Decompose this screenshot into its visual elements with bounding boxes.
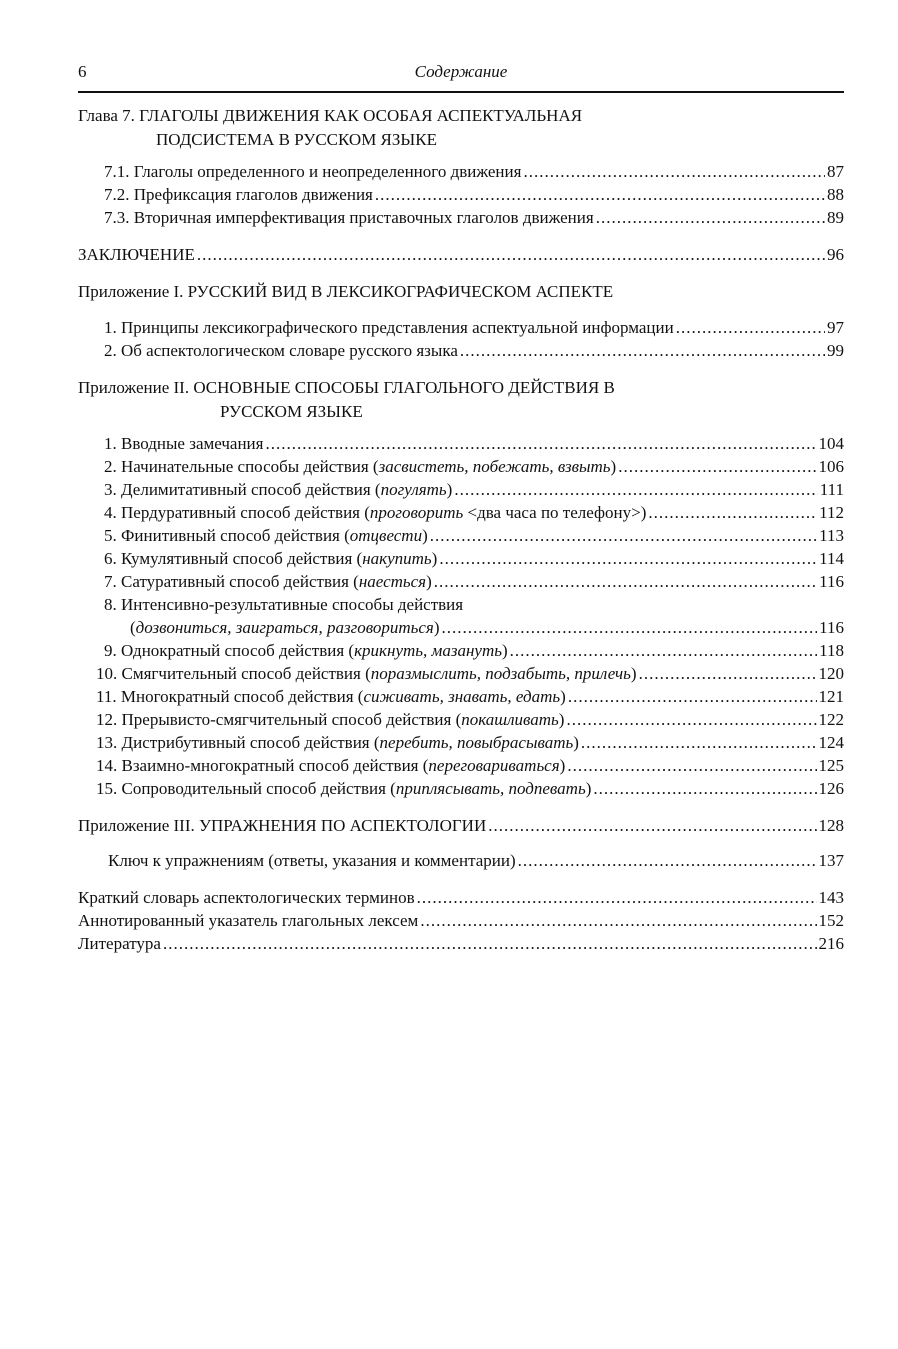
toc-entry-label: Смягчительный способ действия (поразмыслить, подзабыть, прилечь) [121,664,637,683]
toc-entry-number: 2. [104,457,117,476]
toc-entry-label: ЗАКЛЮЧЕНИЕ [78,245,195,264]
toc-entry-examples: наесться [358,572,427,591]
toc-entry-page: 128 [818,816,844,835]
dot-leader [442,616,818,639]
toc-entry-label: Ключ к упражнениям (ответы, указания и комментарии) [108,851,516,870]
toc-entry[interactable] [78,708,844,731]
toc-entry-number: 13. [96,733,118,752]
toc-entry-page: 99 [827,341,844,360]
toc-entry-page: 112 [819,503,844,522]
toc-entry[interactable] [78,754,844,777]
appendix-1-section [78,280,844,362]
toc-entry-label: Однократный способ действия (крикнуть, мазануть) [121,641,508,660]
toc-entry-examples: проговорить [369,503,464,522]
toc-entry-number: 7. [104,572,117,591]
toc-entry-number: 9. [104,641,117,660]
toc-entry-label: Об аспектологическом словаре русского языка [121,341,458,360]
toc-entry-label: Аннотированный указатель глагольных лексем [78,911,419,930]
toc-entry[interactable] [78,685,844,708]
toc-entry-number: 3. [104,480,117,499]
dot-leader [375,183,825,206]
toc-entry-number: 7.2. [104,185,130,204]
toc-entry-page: 143 [818,888,844,907]
toc-entry-page: 87 [827,162,844,181]
toc-entry[interactable] [78,570,844,593]
toc-entry-glossary[interactable] [78,886,844,909]
toc-entry-page: 121 [818,687,844,706]
dot-leader [593,777,816,800]
dot-leader [639,662,817,685]
chapter-7-section [78,104,844,229]
dot-leader [566,708,816,731]
running-head: Содержание [414,62,508,81]
toc-entry-page: 97 [827,318,844,337]
toc-entry-number: 15. [96,779,118,798]
toc-entry[interactable] [78,183,844,206]
header-rule [78,91,844,93]
toc-entry[interactable] [78,777,844,800]
dot-leader [510,639,817,662]
toc-entry-answer-key[interactable] [78,849,844,872]
toc-entry[interactable] [78,206,844,229]
toc-entry-number: 1. [104,318,117,337]
toc-entry-page: 111 [819,480,844,499]
toc-entry-number: 14. [96,756,118,775]
dot-leader [518,849,817,872]
toc-entry-examples: засвистеть, побежать, взвыть [378,457,611,476]
appendix-2-section [78,376,844,800]
toc-entry-number: 12. [96,710,118,729]
toc-entry-label: Кумулятивный способ действия (накупить) [121,549,438,568]
toc-entry-page: 106 [818,457,844,476]
page-header [78,62,844,88]
toc-entry-label: Сопроводительный способ действия (приплясывать, подпевать) [121,779,592,798]
toc-entry-number: 2. [104,341,117,360]
toc-entry[interactable] [78,160,844,183]
toc-entry-page: 124 [818,733,844,752]
toc-entry[interactable] [78,455,844,478]
toc-entry-label: Начинательные способы действия (засвистеть, побежать, взвыть) [121,457,617,476]
dot-leader [430,524,817,547]
toc-entry-label: (дозвониться, заиграться, разговориться) [130,618,440,637]
toc-entry[interactable] [78,639,844,662]
toc-entry[interactable] [78,478,844,501]
toc-entry-examples: погулять [380,480,447,499]
toc-entry-label: Финитивный способ действия (отцвести) [121,526,428,545]
toc-entry-label: Глаголы определенного и неопределенного движения [133,162,522,181]
toc-entry-page: 88 [827,185,844,204]
toc-entry-page: 114 [819,549,844,568]
toc-entry-examples: сиживать, знавать, едать [363,687,561,706]
toc-entry-page: 122 [818,710,844,729]
dot-leader [567,754,816,777]
toc-entry-number: 11. [96,687,117,706]
appendix-2-heading [78,376,844,424]
table-of-contents [78,104,844,955]
dot-leader [568,685,817,708]
dot-leader [676,316,825,339]
dot-leader [434,570,817,593]
toc-entry-label: Делимитативный способ действия (погулять) [121,480,453,499]
toc-entry-examples: дозвониться, заиграться, разговориться [135,618,434,637]
toc-entry[interactable] [78,547,844,570]
toc-entry-examples: перебить, повыбрасывать [379,733,574,752]
toc-entry-page: 118 [819,641,844,660]
dot-leader [163,932,817,955]
dot-leader [454,478,817,501]
toc-entry-page: 116 [819,572,844,591]
toc-entry[interactable] [78,501,844,524]
appendix-1-heading: Приложение I. РУССКИЙ ВИД В ЛЕКСИКОГРАФИЧЕСКОМ АСПЕКТЕ [78,282,614,301]
toc-entry-label: Приложение III. УПРАЖНЕНИЯ ПО АСПЕКТОЛОГИИ [78,816,487,835]
toc-entry-appendix-3[interactable] [78,814,844,837]
toc-entry-label: Многократный способ действия (сиживать, знавать, едать) [120,687,566,706]
dot-leader [420,909,816,932]
toc-entry-number: 8. [104,595,117,614]
toc-entry-examples: приплясывать, подпевать [395,779,586,798]
chapter-7-heading [78,104,844,152]
dot-leader [265,432,816,455]
chapter-7-heading-line2: ПОДСИСТЕМА В РУССКОМ ЯЗЫКЕ [156,130,437,149]
dot-leader [596,206,825,229]
toc-entry-page: 216 [818,934,844,953]
dot-leader [439,547,817,570]
toc-entry-label: Литература [78,934,161,953]
toc-entry-examples: накупить [362,549,432,568]
toc-entry-conclusion[interactable] [78,243,844,266]
toc-entry-examples: поразмыслить, подзабыть, прилечь [370,664,631,683]
toc-entry-page: 113 [819,526,844,545]
toc-entry-examples: переговариваться [428,756,560,775]
dot-leader [417,886,817,909]
toc-entry-number: 4. [104,503,117,522]
toc-entry[interactable] [78,339,844,362]
toc-entry-label: Вводные замечания [121,434,264,453]
toc-entry-number: 1. [104,434,117,453]
page-number: 6 [78,62,87,81]
toc-entry-label: Префиксация глаголов движения [133,185,373,204]
toc-entry[interactable] [78,432,844,455]
toc-entry-verb-index[interactable] [78,909,844,932]
toc-entry-examples: отцвести [349,526,423,545]
toc-entry-bibliography[interactable] [78,932,844,955]
dot-leader [197,243,825,266]
toc-entry-continuation[interactable] [78,616,844,639]
toc-entry[interactable] [78,593,844,616]
toc-entry[interactable] [78,731,844,754]
toc-entry[interactable] [78,662,844,685]
dot-leader [648,501,817,524]
appendix-2-heading-line1: Приложение II. ОСНОВНЫЕ СПОСОБЫ ГЛАГОЛЬНОГО ДЕЙСТВИЯ В [78,378,615,397]
toc-entry-label: Интенсивно-результативные способы действия [121,595,464,614]
toc-entry-number: 10. [96,664,118,683]
appendix-2-heading-line2: РУССКОМ ЯЗЫКЕ [220,402,363,421]
toc-entry-page: 120 [818,664,844,683]
toc-entry-page: 89 [827,208,844,227]
toc-entry-number: 5. [104,526,117,545]
toc-entry-page: 152 [818,911,844,930]
toc-entry[interactable] [78,524,844,547]
toc-entry-label: Пердуративный способ действия (проговорить <два часа по телефону>) [121,503,647,522]
toc-entry-page: 116 [819,618,844,637]
toc-entry-page: 96 [827,245,844,264]
toc-entry-label: Принципы лексикографического представления аспектуальной информации [121,318,674,337]
toc-entry-page: 125 [818,756,844,775]
toc-entry-page: 126 [818,779,844,798]
toc-entry-page: 137 [818,851,844,870]
toc-entry-label: Взаимно-многократный способ действия (переговариваться) [121,756,566,775]
chapter-7-heading-line1: Глава 7. ГЛАГОЛЫ ДВИЖЕНИЯ КАК ОСОБАЯ АСПЕКТУАЛЬНАЯ [78,106,583,125]
dot-leader [581,731,817,754]
toc-entry-number: 7.1. [104,162,130,181]
toc-entry-label: Вторичная имперфективация приставочных глаголов движения [133,208,594,227]
toc-entry-label: Дистрибутивный способ действия (перебить, повыбрасывать) [121,733,579,752]
dot-leader [523,160,825,183]
toc-entry-examples: крикнуть, мазануть [354,641,502,660]
toc-entry-number: 7.3. [104,208,130,227]
dot-leader [618,455,816,478]
dot-leader [488,814,816,837]
dot-leader [460,339,825,362]
toc-entry-label: Сатуративный способ действия (наесться) [121,572,432,591]
toc-entry-number: 6. [104,549,117,568]
toc-entry-label: Краткий словарь аспектологических терминов [78,888,415,907]
toc-entry[interactable] [78,316,844,339]
toc-entry-label: Прерывисто-смягчительный способ действия (покашливать) [121,710,565,729]
toc-entry-examples: покашливать [461,710,559,729]
toc-entry-page: 104 [818,434,844,453]
